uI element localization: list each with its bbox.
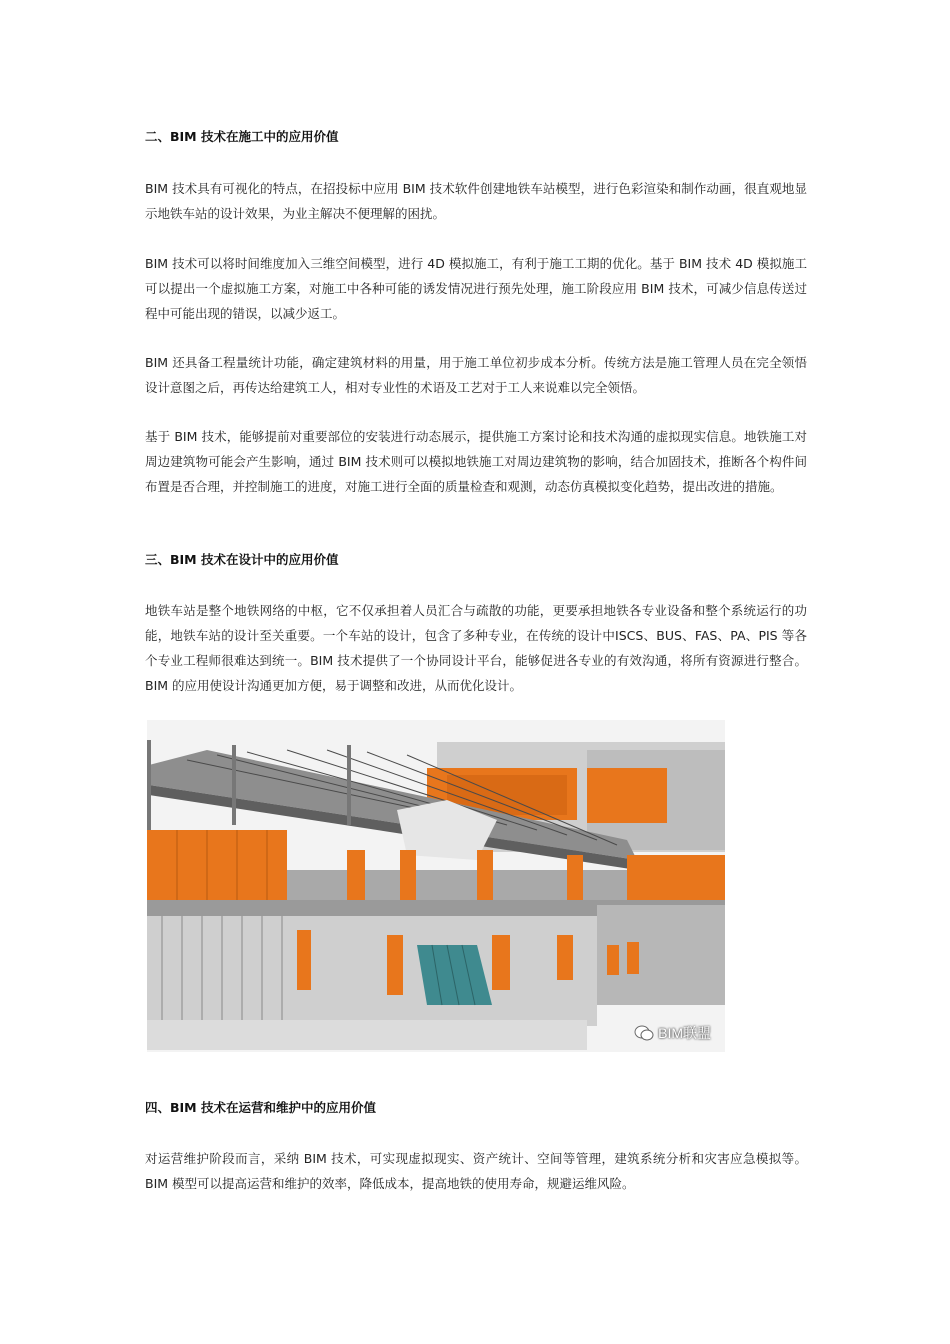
section-heading-operation: 四、BIM 技术在运营和维护中的应用价值 — [145, 1100, 376, 1115]
section-heading-design: 三、BIM 技术在设计中的应用价值 — [145, 552, 339, 567]
paragraph: BIM 还具备工程量统计功能，确定建筑材料的用量，用于施工单位初步成本分析。传统方法是施工管理人员在完全领悟设计意图之后，再传达给建筑工人，相对专业性的术语及工艺对于工人来说难以完全领悟。 — [145, 355, 807, 395]
watermark-text: BIM联盟 — [658, 1025, 711, 1042]
paragraph: 地铁车站是整个地铁网络的中枢，它不仅承担着人员汇合与疏散的功能，更要承担地铁各专业设备和整个系统运行的功能，地铁车站的设计至关重要。一个车站的设计，包含了多种专业，在传统的设计中ISCS、BUS、FAS、PA、PIS 等各个专业工程师很难达到统一。BIM 技术提供了一个协同设计平台，能够促进各专业的有效沟通，将所有资源进行整合。BIM 的应用使设计沟通更加方便，易于调整和改进，从而优化设计。 — [145, 603, 807, 693]
bim-station-model-image — [147, 720, 725, 1052]
watermark — [634, 1023, 711, 1044]
section-heading-construction: 二、BIM 技术在施工中的应用价值 — [145, 129, 339, 144]
station-model-illustration — [147, 720, 725, 1052]
wechat-icon — [634, 1025, 654, 1044]
paragraph: BIM 技术具有可视化的特点，在招投标中应用 BIM 技术软件创建地铁车站模型，进行色彩渲染和制作动画，很直观地显示地铁车站的设计效果，为业主解决不便理解的困扰。 — [145, 181, 807, 221]
paragraph: BIM 技术可以将时间维度加入三维空间模型，进行 4D 模拟施工，有利于施工工期的优化。基于 BIM 技术 4D 模拟施工可以提出一个虚拟施工方案，对施工中各种可能的诱发情况进行预先处理，施工阶段应用 BIM 技术，可减少信息传送过程中可能出现的错误，以减少返工。 — [145, 256, 807, 321]
paragraph: 基于 BIM 技术，能够提前对重要部位的安装进行动态展示，提供施工方案讨论和技术沟通的虚拟现实信息。地铁施工对周边建筑物可能会产生影响，通过 BIM 技术则可以模拟地铁施工对周边建筑物的影响，结合加固技术，推断各个构件间布置是否合理，并控制施工的进度，对施工进行全面的质量检查和观测，动态仿真模拟变化趋势，提出改进的措施。 — [145, 429, 807, 494]
paragraph: 对运营维护阶段而言，采纳 BIM 技术，可实现虚拟现实、资产统计、空间等管理，建筑系统分析和灾害应急模拟等。BIM 模型可以提高运营和维护的效率，降低成本，提高地铁的使用寿命，规避运维风险。 — [145, 1151, 807, 1191]
